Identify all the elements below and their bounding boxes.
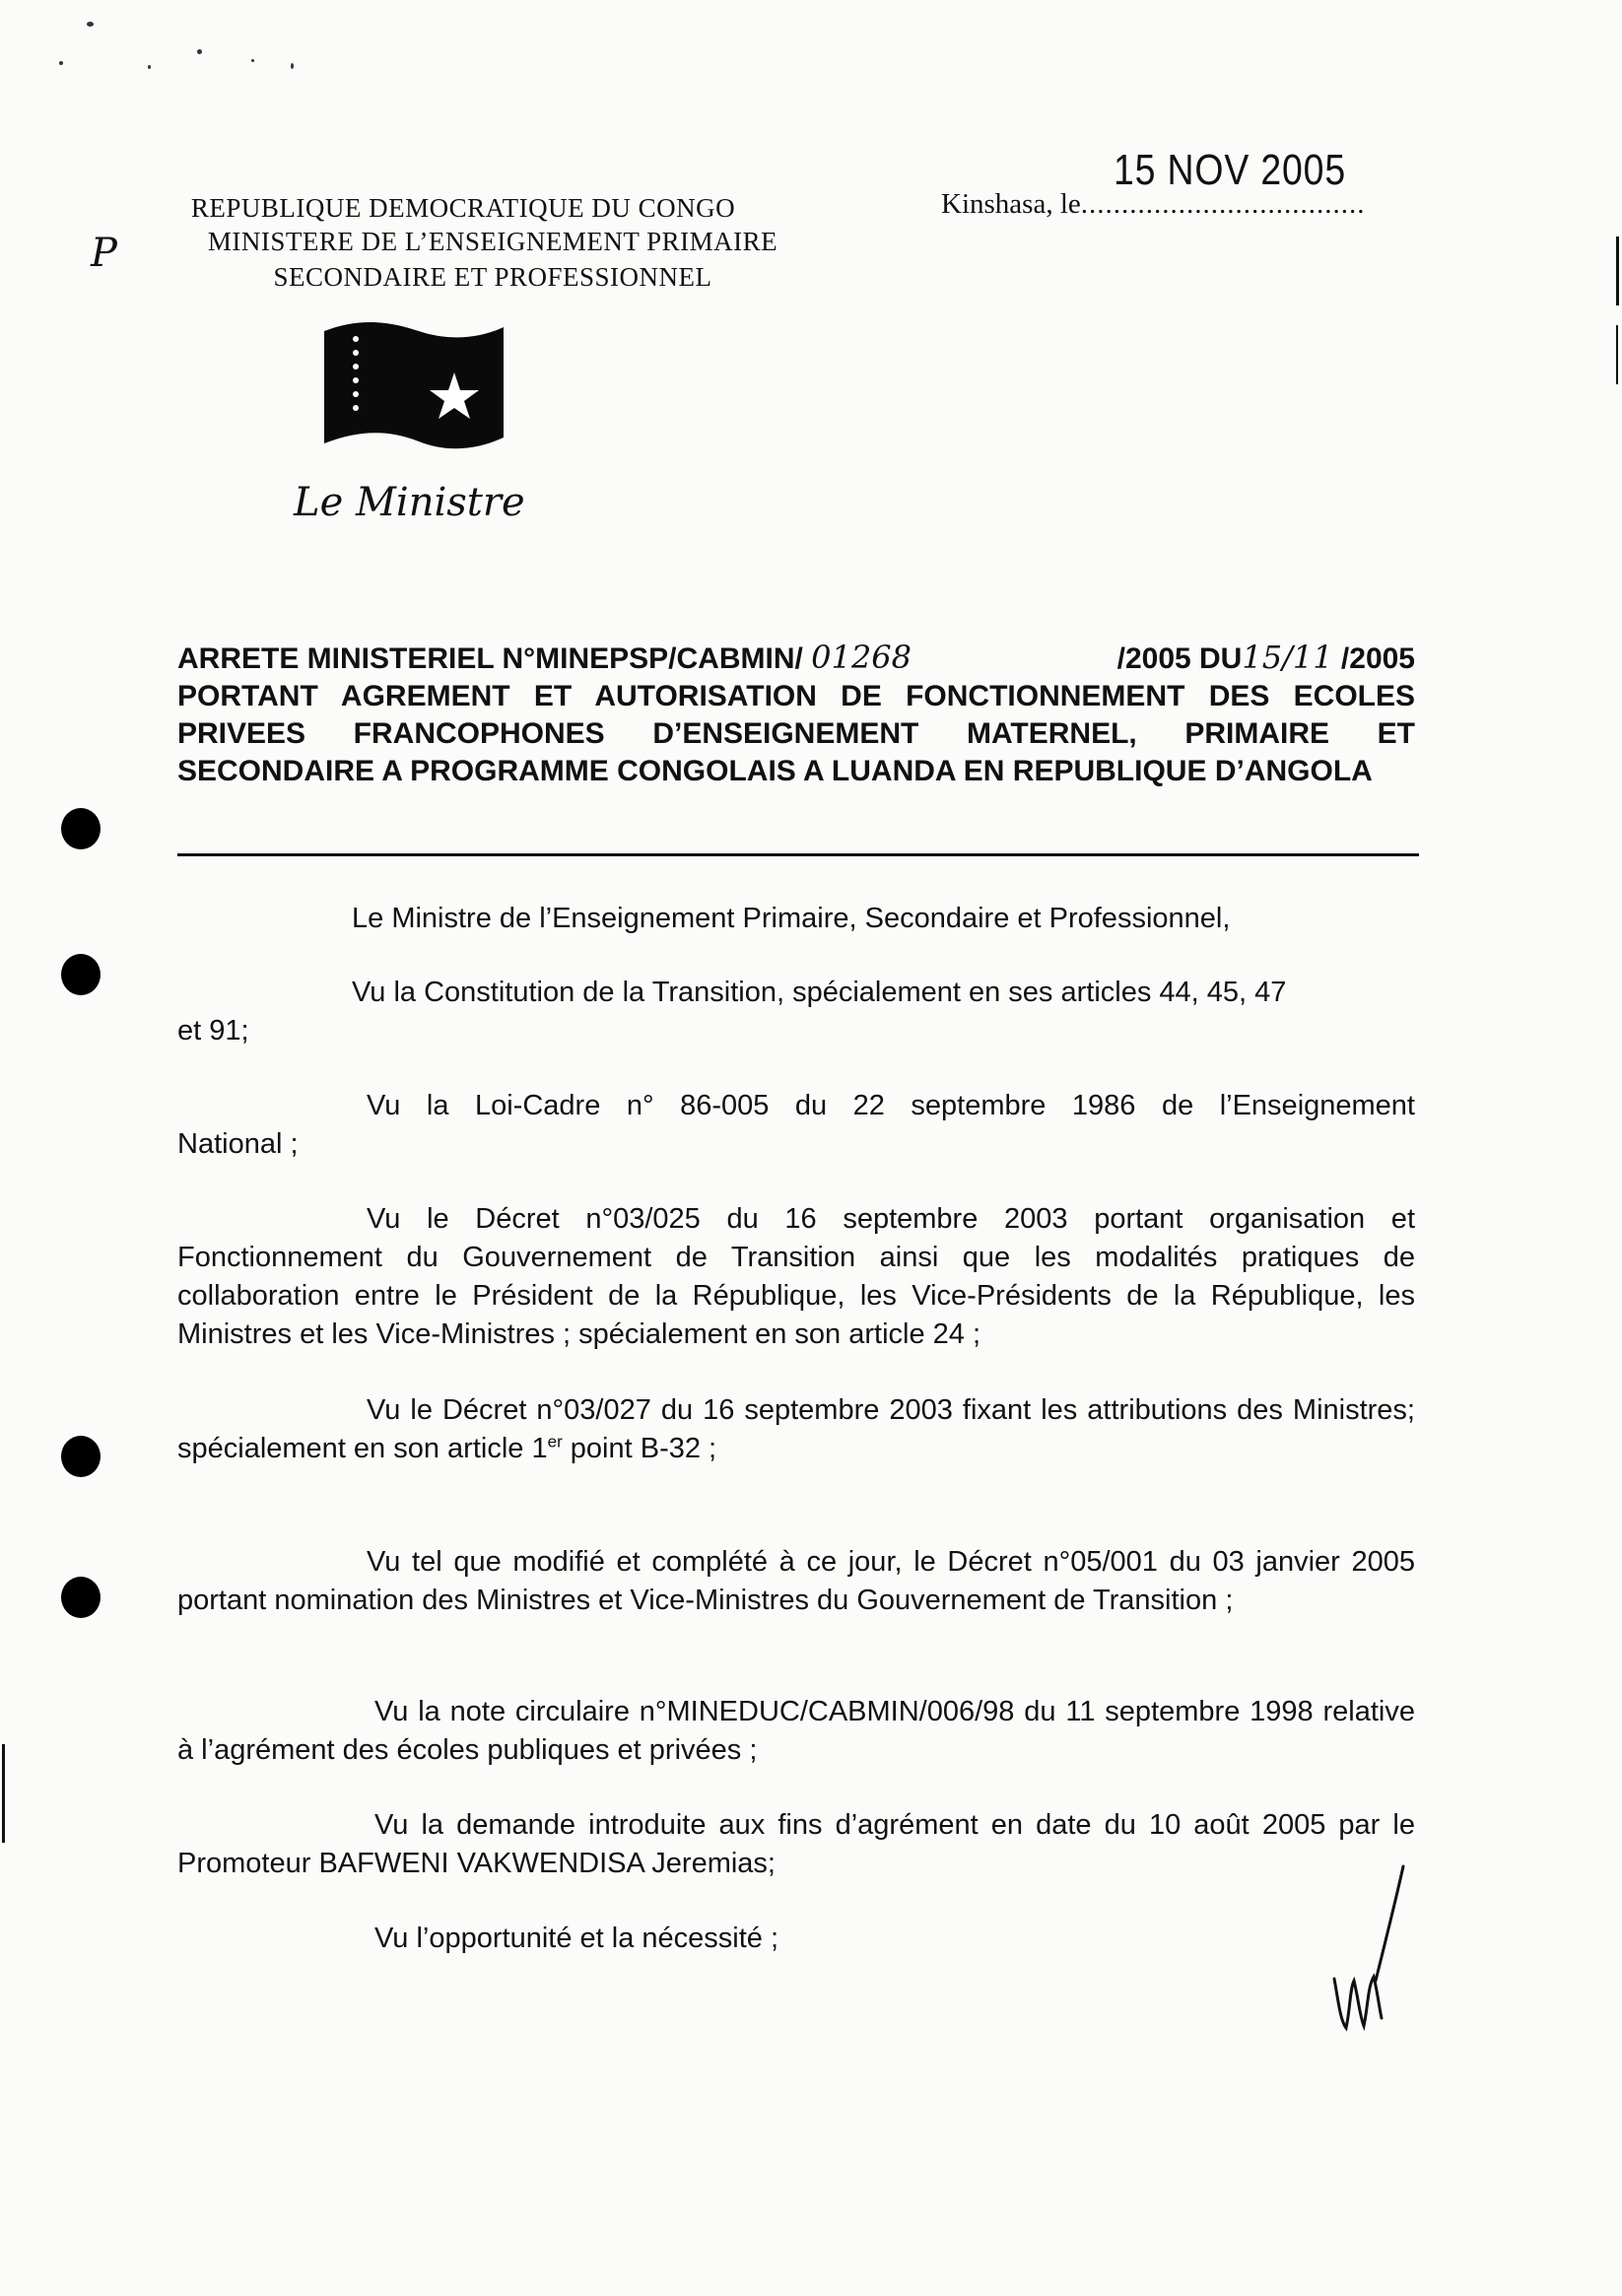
letterhead-line-2: MINISTERE DE L’ENSEIGNEMENT PRIMAIRE (207, 227, 778, 256)
paragraph-text: Vu la Loi-Cadre n° 86-005 du 22 septembre 1986 de l’Enseignement (367, 1090, 1415, 1121)
paragraph-constitution (177, 974, 1415, 1050)
ref-year: /2005 DU (1116, 642, 1243, 675)
scan-speck (197, 49, 202, 54)
paragraph-text: Le Ministre de l’Enseignement Primaire, Secondaire et Professionnel, (352, 903, 1231, 934)
scan-edge-mark (2, 1744, 5, 1843)
title-rule (177, 853, 1419, 856)
letterhead-line-3: SECONDAIRE ET PROFESSIONNEL (273, 262, 712, 292)
decree-title (177, 639, 1415, 790)
paragraph-decret-03-025: Vu le Décret n°03/025 du 16 septembre 2003 portant organisation et Fonctionnement du Gouvernement de Transition ainsi que les modalités pratiques de collaboration entre le Président de la République, les Vice-Présidents de la République, les Ministres et les Vice-Ministres ; spécialement en son article 24 ; (177, 1203, 1415, 1350)
paragraph-loi-cadre (177, 1087, 1415, 1164)
stamped-date: 15 NOV 2005 (1114, 146, 1346, 194)
paragraph-text: et 91; (177, 1015, 249, 1047)
paragraph-text: point B-32 ; (562, 1433, 717, 1464)
ref-prefix: ARRETE MINISTERIEL N°MINEPSP/CABMIN/ (177, 642, 803, 675)
paragraph-decret-03-027 (177, 1391, 1415, 1468)
paragraph-opportunite (177, 1920, 1415, 1958)
decree-reference-line (177, 639, 1415, 678)
drc-flag-icon (320, 317, 507, 460)
ref-date-handwritten: 15/11 (1242, 639, 1333, 676)
superscript: er (547, 1432, 563, 1452)
scan-speck (148, 65, 151, 69)
scan-edge-mark (1616, 236, 1619, 305)
paragraph-decret-05-001: Vu tel que modifié et complété à ce jour, le Décret n°05/001 du 03 janvier 2005 portant nomination des Ministres et Vice-Ministres du Gouvernement de Transition ; (177, 1546, 1415, 1616)
decree-title-body: PORTANT AGREMENT ET AUTORISATION DE FONCTIONNEMENT DES ECOLES PRIVEES FRANCOPHONES D’ENSEIGNEMENT MATERNEL, PRIMAIRE ET SECONDAIRE A PROGRAMME CONGOLAIS A LUANDA EN REPUBLIQUE D’ANGOLA (177, 680, 1415, 787)
paragraph-text: National ; (177, 1128, 299, 1160)
ref-number-handwritten: 01268 (811, 639, 912, 676)
binder-hole (61, 1436, 101, 1477)
paragraph-demande: Vu la demande introduite aux fins d’agrément en date du 10 août 2005 par le Promoteur BAFWENI VAKWENDISA Jeremias; (177, 1809, 1415, 1879)
scan-speck (291, 63, 294, 69)
place-prefix: Kinshasa, le (941, 188, 1081, 220)
margin-handwritten-mark: P (91, 231, 117, 276)
initials-signature-icon (1320, 1862, 1409, 2040)
paragraph-text: Vu l’opportunité et la nécessité ; (374, 1923, 779, 1954)
scan-speck (251, 59, 254, 62)
scan-speck (59, 61, 63, 65)
letterhead-line-1: REPUBLIQUE DEMOCRATIQUE DU CONGO (190, 193, 736, 223)
scan-speck (87, 22, 94, 27)
paragraph-note-circulaire: Vu la note circulaire n°MINEDUC/CABMIN/006/98 du 11 septembre 1998 relative à l’agrément des écoles publiques et privées ; (177, 1696, 1415, 1766)
binder-hole (61, 1577, 101, 1618)
minister-signature: Le Ministre (294, 480, 525, 525)
paragraph-text: Vu le Décret n°03/027 du 16 septembre 2003 fixant les attributions des Ministres; spécialement en son article 1 (177, 1394, 1415, 1464)
paragraph-preamble (177, 900, 1415, 938)
binder-hole (61, 954, 101, 995)
date-dots: ................................... (1080, 188, 1366, 220)
paragraph-text: Vu la Constitution de la Transition, spécialement en ses articles 44, 45, 47 (352, 977, 1287, 1008)
scan-edge-mark (1616, 325, 1618, 384)
binder-hole (61, 808, 101, 849)
ref-year-end: /2005 (1340, 642, 1415, 675)
